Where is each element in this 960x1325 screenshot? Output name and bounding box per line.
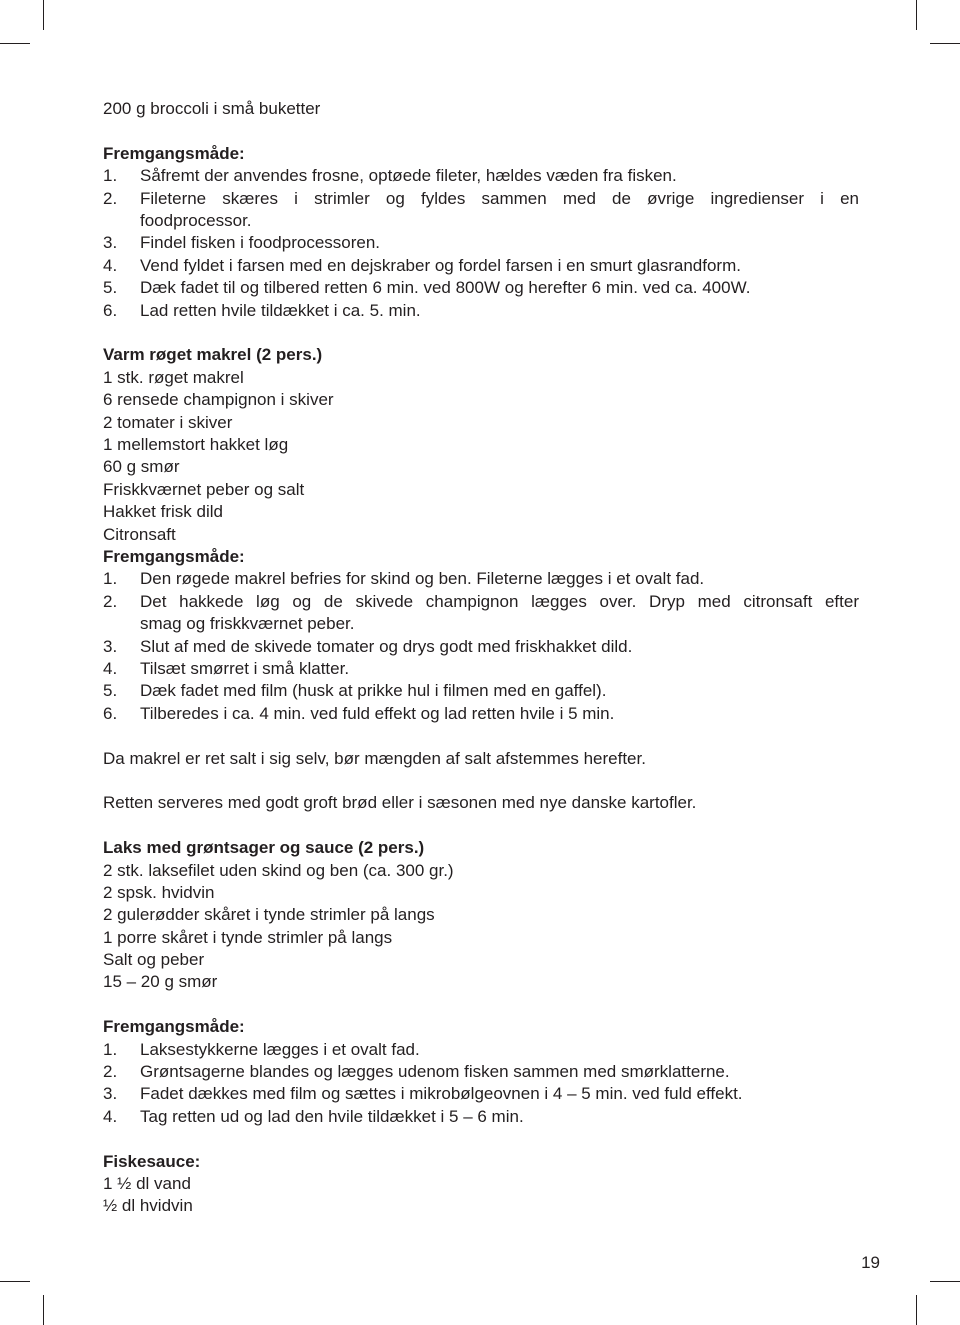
crop-mark-bottom-right-vertical [916, 1295, 917, 1325]
method-step: 1. Laksestykkerne lægges i et ovalt fad. [103, 1039, 420, 1059]
ingredient-line: 2 tomater i skiver [103, 412, 233, 432]
recipe-title: Laks med grøntsager og sauce (2 pers.) [103, 838, 425, 858]
ingredient-line: 1 stk. røget makrel [103, 367, 244, 387]
page-content [103, 98, 859, 1218]
method-heading: Fremgangsmåde: [103, 143, 245, 163]
method-heading: Fremgangsmåde: [103, 546, 245, 566]
ingredient-line: Citronsaft [103, 524, 176, 544]
method-step: 6. Tilberedes i ca. 4 min. ved fuld effekt og lad retten hvile i 5 min. [103, 703, 615, 723]
crop-mark-bottom-left-vertical [43, 1295, 44, 1325]
ingredient-line: 15 – 20 g smør [103, 972, 218, 992]
method-step: 6. Lad retten hvile tildækket i ca. 5. min. [103, 300, 421, 320]
page-number: 19 [861, 1253, 880, 1272]
note-paragraph: Retten serveres med godt groft brød eller i sæsonen med nye danske kartofler. [103, 793, 697, 813]
note-paragraph: Da makrel er ret salt i sig selv, bør mængden af salt afstemmes herefter. [103, 748, 646, 768]
method-step: 5. Dæk fadet med film (husk at prikke hul i filmen med en gaffel). [103, 681, 607, 701]
method-heading: Fremgangsmåde: [103, 1017, 245, 1037]
method-step: 3. Slut af med de skivede tomater og drys godt med friskhakket dild. [103, 636, 633, 656]
ingredient-line: 2 stk. laksefilet uden skind og ben (ca. 300 gr.) [103, 860, 454, 880]
method-step: 5. Dæk fadet til og tilbered retten 6 min. ved 800W og herefter 6 min. ved ca. 400W. [103, 278, 751, 298]
crop-mark-bottom-left-horizontal [0, 1281, 30, 1282]
recipe-title: Varm røget makrel (2 pers.) [103, 345, 323, 365]
method-step: 2. Grøntsagerne blandes og lægges udenom fisken sammen med smørklatterne. [103, 1062, 730, 1082]
crop-mark-top-left-horizontal [0, 43, 30, 44]
ingredient-line: 200 g broccoli i små buketter [103, 99, 321, 118]
ingredient-line: ½ dl hvidvin [103, 1196, 193, 1216]
method-step: 4. Tilsæt smørret i små klatter. [103, 658, 350, 678]
sauce-heading: Fiskesauce: [103, 1151, 201, 1171]
method-step: 4. Vend fyldet i farsen med en dejskraber og fordel farsen i en smurt glasrandform. [103, 255, 741, 275]
method-step: 4. Tag retten ud og lad den hvile tildækket i 5 – 6 min. [103, 1106, 524, 1126]
crop-mark-bottom-right-horizontal [930, 1281, 960, 1282]
ingredient-line: Salt og peber [103, 950, 205, 970]
method-step: 2. Fileterne skæres i strimler og fyldes sammen med de øvrige ingredienser i en foodprocessor. [103, 188, 859, 230]
method-step: 3. Fadet dækkes med film og sættes i mikrobølgeovnen i 4 – 5 min. ved fuld effekt. [103, 1084, 743, 1104]
crop-mark-top-right-vertical [916, 0, 917, 30]
ingredient-line: 2 spsk. hvidvin [103, 882, 215, 902]
method-step: 3. Findel fisken i foodprocessoren. [103, 233, 381, 253]
method-step: 1. Den røgede makrel befries for skind og ben. Fileterne lægges i et ovalt fad. [103, 569, 705, 589]
method-step: 1. Såfremt der anvendes frosne, optøede fileter, hældes væden fra fisken. [103, 166, 677, 186]
ingredient-line: Hakket frisk dild [103, 502, 223, 522]
ingredient-line: 1 porre skåret i tynde strimler på langs [103, 927, 393, 947]
ingredient-line: 6 rensede champignon i skiver [103, 390, 334, 410]
crop-mark-top-right-horizontal [930, 43, 960, 44]
ingredient-line: Friskkværnet peber og salt [103, 479, 305, 499]
method-step: 2. Det hakkede løg og de skivede champignon lægges over. Dryp med citronsaft efter smag og friskkværnet peber. [103, 591, 859, 634]
ingredient-line: 1 ½ dl vand [103, 1174, 191, 1194]
crop-mark-top-left-vertical [43, 0, 44, 30]
ingredient-line: 60 g smør [103, 457, 180, 477]
ingredient-line: 1 mellemstort hakket løg [103, 434, 289, 454]
ingredient-line: 2 gulerødder skåret i tynde strimler på langs [103, 905, 435, 925]
